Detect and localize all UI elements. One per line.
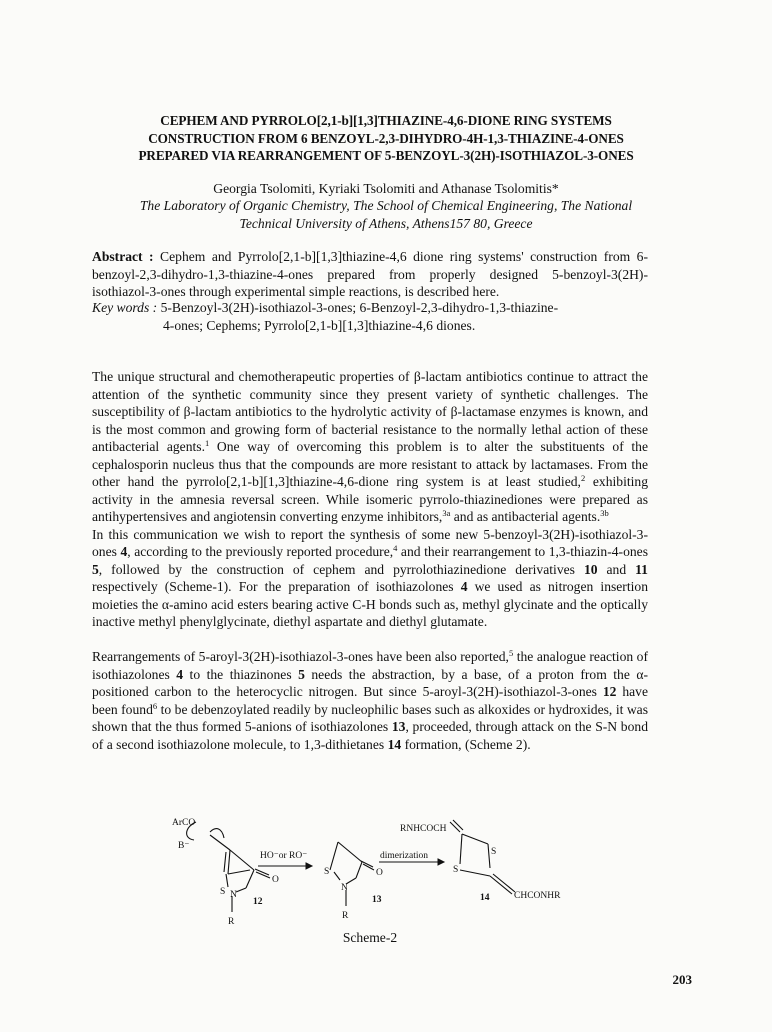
author-list: Georgia Tsolomiti, Kyriaki Tsolomiti and Athanase Tsolomitis* [213,181,559,196]
title-line-3: PREPARED VIA REARRANGEMENT OF 5-BENZOYL-3(2H)-ISOTHIAZOL-3-ONES [138,148,634,163]
ref-3b: 3b [600,508,609,518]
compound-13-structure [330,842,374,906]
compound-14-structure [450,820,515,894]
affiliation-line-1: The Laboratory of Organic Chemistry, The School of Chemical Engineering, The National [139,198,633,213]
paragraph-1: The unique structural and chemotherapeutic properties of β-lactam antibiotics continue to attract the attention of the synthetic community since they present variety of synthetic challenges. The susceptibility of β-lactam antibiotics to the hydrolytic activity of β-lactamase enzymes is known, and is the most common and growing form of bacterial resistance to the normally lethal action of these antibacterial agents.$^1$ One way of overcoming this problem is to alter the substituents of the cephalosporin nucleus thus that the compounds are more resistant to attack by lactamases. From the other hand the pyrrolo[2,1-b][1,3]thiazine-4,6-dione ring system is at least studied,$^2$ exhibiting activity in the amnesia reversal screen. While isomeric pyrrolo-thiazinediones were prepared as antihypertensives and angiotensin converting enzyme inhibitors,$^{3a}$ and as antibacterial agents.$^{3b}$ [92,369,648,524]
o-label-13: O [376,868,383,878]
affiliation-line-2: Technical University of Athens, Athens157 80, Greece [239,215,533,231]
paragraph-3: Rearrangements of 5-aroyl-3(2H)-isothiazol-3-ones have been also reported,$^5$ the analogue reaction of isothiazolones 4 to the thiazinones 5 needs the abstraction, by a base, of a proton from the α-positioned carbon to the heterocyclic nitrogen. But since 5-aroyl-3(2H)-isothiazol-3-ones 12 have been found$^6$ to be debenzoylated readily by nucleophilic bases such as alkoxides or hydroxides, it was shown that the thus formed 5-anions of isothiazolones 13, proceeded, through attack on the S-N bond of a second isothiazolone molecule, to 1,3-dithietanes 14 formation, (Scheme 2). [92,648,649,752]
reagent-label: HO⁻or RO⁻ [260,851,308,861]
paper-title [80,112,692,165]
reaction-arrow-1 [258,863,312,869]
abstract-label: Abstract : [92,249,154,264]
body-text [92,368,648,753]
s-label-13: S [324,867,330,877]
arco-label: ArCO [172,818,196,828]
keywords-line-1: 5-Benzoyl-3(2H)-isothiazol-3-ones; 6-Benzoyl-2,3-dihydro-1,3-thiazine- [160,300,559,315]
bottom-substituent: CHCONHR [514,891,561,901]
abstract [92,248,648,301]
n-label-13: N [341,883,348,893]
page-number: 203 [672,972,692,987]
ref-4: 4 [393,543,398,553]
abstract-text: Cephem and Pyrrolo[2,1-b][1,3]thiazine-4,6 dione ring systems' construction from 6-benzoyl-2,3-dihydro-1,3-thiazine-4-ones prepared from properly designed 5-benzoyl-3(2H)-isothiazol-3-ones through experimental simple reactions, is described here. [92,249,648,299]
ref-2: 2 [580,473,586,483]
o-label-12: O [272,875,279,885]
ref-6: 6 [152,700,158,711]
paragraph-2: In this communication we wish to report the synthesis of some new 5-benzoyl-3(2H)-isothiazol-3-ones 4, according to the previously reported procedure,$^4$ and their rearrangement to 1,3-thiazin-4-ones 5, followed by the construction of cephem and pyrrolothiazinedione derivatives 10 and 11 respectively (Scheme-1). For the preparation of isothiazolones 4 we used as nitrogen insertion moieties the α-amino acid esters bearing active C-H bonds such as, methyl glycinate and the optically inactive methyl phenylglycinate, diethyl aspartate and diethyl glutamate. [92,526,648,629]
keywords-line-2: 4-ones; Cephems; Pyrrolo[2,1-b][1,3]thiazine-4,6 diones. [163,317,476,333]
s-label-14a: S [491,847,497,857]
dimerization-label: dimerization [380,851,429,861]
keywords [92,299,652,334]
s-label-14b: S [453,865,459,875]
s-label-12: S [220,887,226,897]
r-label-13: R [342,911,349,921]
ref-1: 1 [204,438,210,448]
compound-13-label: 13 [372,895,382,905]
compound-12-label: 12 [253,897,263,907]
scheme-caption: Scheme-2 [342,930,398,945]
base-label: B⁻ [178,841,190,851]
affiliation [80,197,692,232]
ref-5: 5 [508,648,514,658]
title-line-2: CONSTRUCTION FROM 6 BENZOYL-2,3-DIHYDRO-4H-1,3-THIAZINE-4-ONES [148,130,624,146]
title-line-1: CEPHEM AND PYRROLO[2,1-b][1,3]THIAZINE-4,6-DIONE RING SYSTEMS [160,113,612,128]
ref-3a: 3a [442,508,451,518]
compound-14-label: 14 [480,893,490,903]
keywords-label: Key words : [92,300,158,315]
n-label-12: N [230,890,237,900]
r-label-12: R [228,917,235,927]
top-substituent: RNHCOCH [400,824,447,834]
